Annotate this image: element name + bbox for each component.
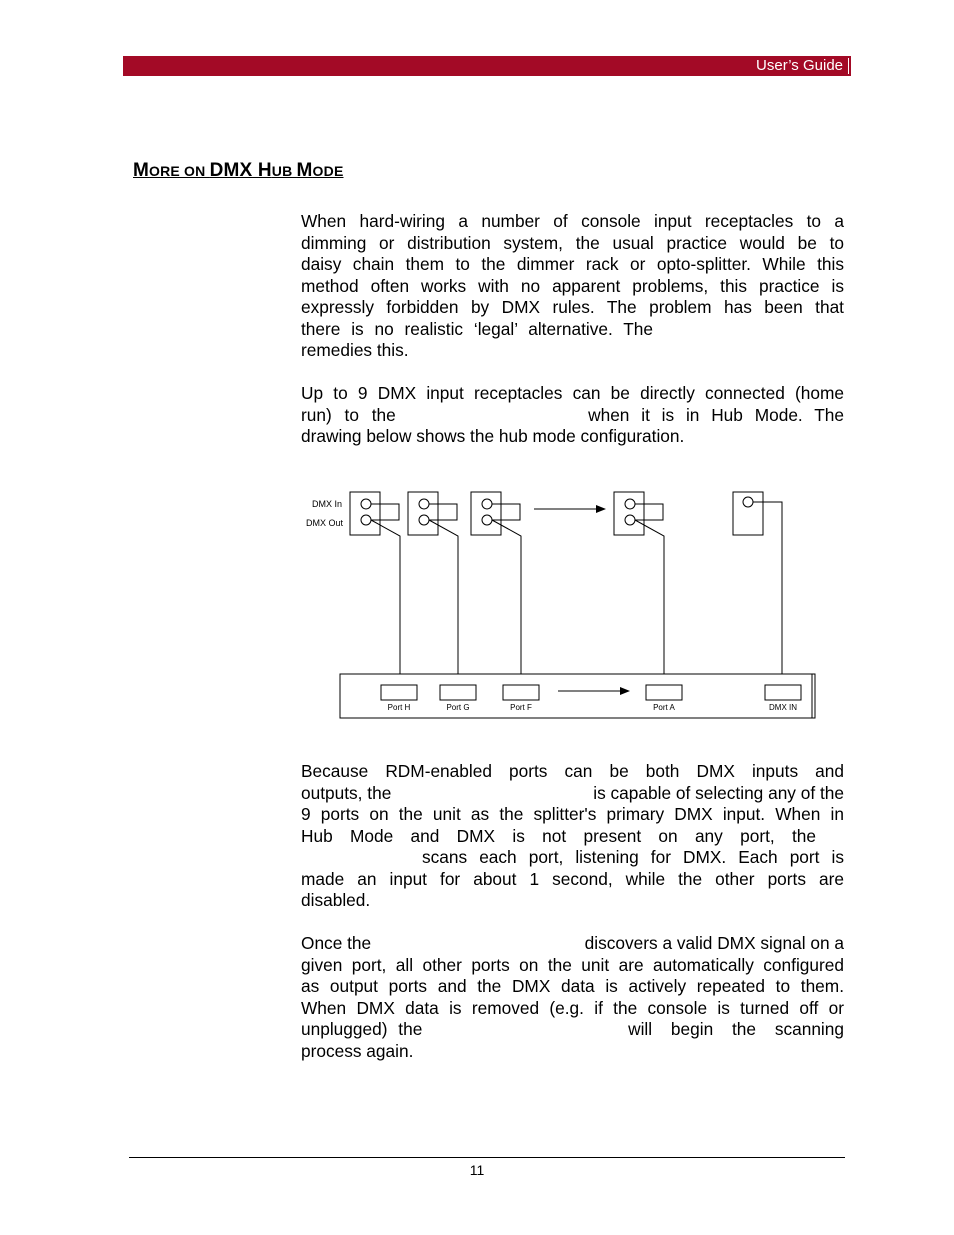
text-line: disabled. — [301, 890, 371, 910]
port-a-connector — [646, 685, 682, 700]
paragraph-hub-connection — [301, 383, 844, 448]
text-line: drawing below shows the hub mode configuration. — [301, 426, 685, 446]
header-title: User’s Guide — [756, 57, 843, 74]
text-fragment: is capable of selecting any of the — [593, 782, 844, 803]
title-part: M — [296, 160, 313, 181]
splitter-unit — [340, 674, 815, 718]
text-line: made an input for about 1 second, while the other ports are — [301, 868, 844, 889]
port-label: DMX IN — [769, 703, 797, 712]
title-part: UB — [271, 163, 297, 179]
port-label: Port H — [387, 703, 411, 712]
text-line: there is no realistic ‘legal’ alternative. The — [301, 318, 654, 339]
text-fragment: run) to the — [301, 404, 396, 425]
console-receptacle-a — [614, 492, 664, 678]
page-number: 11 — [469, 1162, 485, 1178]
dmx-out-label: DMX Out — [305, 518, 343, 528]
text-line: given port, all other ports on the unit are automatically configured — [301, 954, 844, 975]
text-fragment: will begin the scanning — [628, 1019, 844, 1039]
title-part: ORE ON — [149, 163, 210, 179]
text-line: process again. — [301, 1040, 414, 1061]
text-fragment: outputs, the — [301, 782, 392, 803]
console-receptacle-h — [350, 492, 400, 678]
title-part: ODE — [312, 163, 344, 179]
section-title — [133, 160, 344, 182]
text-line: remedies this. — [301, 340, 409, 360]
text-line: 9 ports on the unit as the splitter's primary DMX input. When in — [301, 804, 844, 824]
text-line: daisy chain them to the dimmer rack or opto-splitter. While this — [301, 254, 844, 274]
console-receptacle-f — [471, 492, 521, 678]
header-bar — [123, 56, 851, 76]
receptacle-arrow — [534, 505, 606, 513]
text-line: When hard-wiring a number of console input receptacles to a — [301, 211, 844, 231]
paragraph-intro — [301, 211, 844, 362]
paragraph-signal-discovery — [301, 933, 844, 1062]
hub-mode-diagram — [290, 480, 830, 725]
text-fragment: when it is in Hub Mode. The — [588, 404, 844, 425]
header-divider — [848, 58, 849, 74]
text-fragment: unplugged) the — [301, 1019, 423, 1039]
text-line — [301, 1019, 844, 1041]
footer-rule — [129, 1157, 845, 1158]
text-line — [301, 933, 844, 955]
dmx-in-label: DMX In — [311, 499, 342, 509]
text-line: expressly forbidden by DMX rules. The problem has been that — [301, 297, 844, 317]
text-line: as output ports and the DMX data is actively repeated to them. — [301, 976, 844, 996]
text-line: method often works with no apparent problems, this practice is — [301, 275, 844, 296]
port-label: Port A — [653, 703, 675, 712]
dmx-in-connector — [765, 685, 801, 700]
paragraph-rdm-ports — [301, 761, 844, 912]
text-fragment: Once the — [301, 933, 372, 953]
port-h-connector — [381, 685, 417, 700]
dmx-source-receptacle — [733, 492, 782, 678]
text-line: Up to 9 DMX input receptacles can be directly connected (home — [301, 383, 844, 403]
console-receptacle-g — [408, 492, 458, 678]
text-line — [301, 405, 844, 427]
text-line: Hub Mode and DMX is not present on any port, the — [301, 825, 817, 846]
text-line: When DMX data is removed (e.g. if the console is turned off or — [301, 997, 844, 1018]
text-line — [301, 783, 844, 805]
port-label: Port G — [446, 703, 470, 712]
port-g-connector — [440, 685, 476, 700]
text-fragment: discovers a valid DMX signal on a — [584, 933, 844, 953]
title-part: DMX H — [209, 160, 272, 181]
text-line: scans each port, listening for DMX. Each port is — [422, 847, 844, 867]
title-part: M — [133, 160, 150, 181]
port-f-connector — [503, 685, 539, 700]
port-label: Port F — [510, 703, 532, 712]
text-line: dimming or distribution system, the usual practice would be to — [301, 232, 844, 253]
text-line: Because RDM-enabled ports can be both DMX inputs and — [301, 761, 844, 781]
